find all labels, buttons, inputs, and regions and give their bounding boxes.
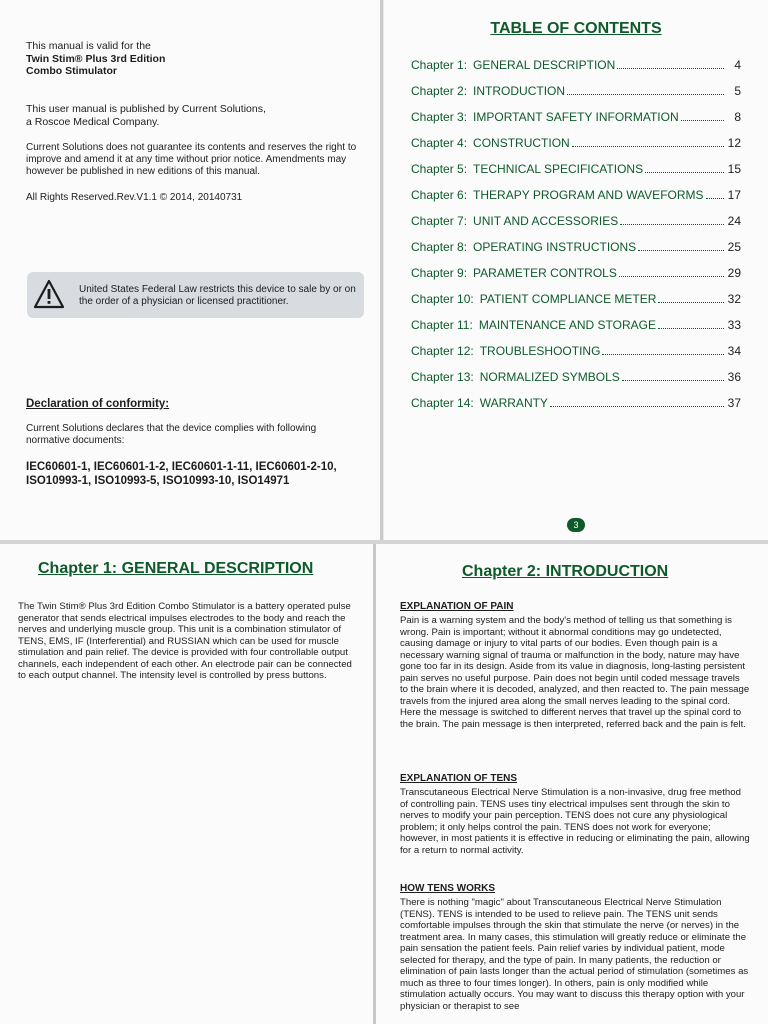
toc-leader-dots: [572, 146, 724, 147]
toc-chapter-number: Chapter 13:: [411, 370, 474, 384]
toc-entry: [411, 344, 741, 370]
toc-entry: [411, 188, 741, 214]
page-chapter-2: [376, 544, 768, 1024]
toc-chapter-number: Chapter 10:: [411, 292, 474, 306]
toc-title: TABLE OF CONTENTS: [490, 20, 662, 37]
toc-chapter-number: Chapter 4:: [411, 136, 468, 150]
toc-chapter-name: GENERAL DESCRIPTION: [473, 58, 616, 72]
manual-validity: [26, 40, 366, 78]
toc-chapter-name: TROUBLESHOOTING: [479, 344, 601, 358]
toc-chapter-number: Chapter 1:: [411, 58, 468, 72]
toc-leader-dots: [658, 328, 724, 329]
section-text: There is nothing "magic" about Transcutaneous Electrical Nerve Stimulation (TENS). TENS is intended to be used to relieve pain. The TENS unit sends comfortable impulses through the skin that stimulate the nerve (or nerves) in the treatment area. In many cases, this stimulation will greatly reduce or eliminate the pain sensation the patient feels. Pain relief varies by individual patient, mode selected for therapy, and the type of pain. In many patients, the reduction or elimination of pain lasts longer than the actual period of stimulation (sometimes as much as three to four times longer). In others, pain is only modified while stimulation actually occurs. You may want to discuss this therapy option with your physician or therapist to see: [400, 897, 749, 1012]
product-name-line2: Combo Stimulator: [26, 65, 117, 77]
toc-page-number: 12: [727, 136, 741, 150]
toc-entry: [411, 214, 741, 240]
disclaimer-text: Current Solutions does not guarantee its contents and reserves the right to improve and amend it at any time without prior notice. Amendments may however be published in new editions of this manual.: [26, 142, 357, 177]
declaration-heading: Declaration of conformity:: [26, 398, 170, 410]
toc-chapter-number: Chapter 8:: [411, 240, 468, 254]
toc-entry: [411, 318, 741, 344]
toc-list: [411, 58, 741, 422]
warning-triangle-icon: [33, 278, 65, 310]
section-heading: EXPLANATION OF PAIN: [400, 601, 514, 612]
toc-leader-dots: [638, 250, 724, 251]
toc-page-number: 4: [734, 58, 741, 72]
page-number-badge: 3: [567, 518, 585, 532]
valid-for-text: This manual is valid for the: [26, 40, 151, 52]
section-pain: [400, 601, 750, 730]
toc-leader-dots: [622, 380, 724, 381]
toc-chapter-number: Chapter 11:: [411, 318, 473, 332]
federal-law-warning: [27, 272, 364, 318]
toc-entry: [411, 266, 741, 292]
toc-page-number: 24: [727, 214, 741, 228]
toc-chapter-number: Chapter 2:: [411, 84, 468, 98]
toc-chapter-name: TECHNICAL SPECIFICATIONS: [473, 162, 644, 176]
toc-page-number: 33: [727, 318, 741, 332]
toc-entry: [411, 162, 741, 188]
toc-chapter-number: Chapter 3:: [411, 110, 468, 124]
toc-chapter-name: INTRODUCTION: [473, 84, 566, 98]
toc-page-number: 5: [734, 84, 741, 98]
toc-leader-dots: [550, 406, 724, 407]
toc-chapter-name: NORMALIZED SYMBOLS: [479, 370, 620, 384]
toc-chapter-name: UNIT AND ACCESSORIES: [473, 214, 619, 228]
publisher-line1: This user manual is published by Current Solutions,: [26, 103, 266, 115]
page-copyright: [0, 0, 382, 540]
page-table-of-contents: [384, 0, 768, 540]
chapter-2-title: Chapter 2: INTRODUCTION: [462, 563, 669, 580]
toc-page-number: 15: [727, 162, 741, 176]
chapter-1-body: The Twin Stim® Plus 3rd Edition Combo Stimulator is a battery operated pulse generator that sends electrical impulses electrodes to the body and reach the nerves and underlying muscle group. This unit is a combination stimulator of TENS, EMS, IF (Interferential) and RUSSIAN which can be used for muscle stimulation and pain relief. The device is provided with four controllable output channels, each independent of each other. An electrode pair can be connected to each output channel. The intensity level is controlled by press buttons.: [18, 601, 352, 681]
toc-leader-dots: [567, 94, 724, 95]
toc-chapter-number: Chapter 6:: [411, 188, 468, 202]
toc-chapter-number: Chapter 12:: [411, 344, 474, 358]
toc-chapter-number: Chapter 9:: [411, 266, 468, 280]
toc-entry: [411, 136, 741, 162]
toc-page-number: 25: [727, 240, 741, 254]
toc-chapter-number: Chapter 14:: [411, 396, 474, 410]
toc-leader-dots: [620, 224, 724, 225]
toc-entry: [411, 240, 741, 266]
toc-chapter-name: THERAPY PROGRAM AND WAVEFORMS: [473, 188, 704, 202]
toc-leader-dots: [681, 120, 724, 121]
toc-page-number: 32: [727, 292, 741, 306]
rights-text: All Rights Reserved.Rev.V1.1 © 2014, 20140731: [26, 192, 243, 203]
standards-list: IEC60601-1, IEC60601-1-2, IEC60601-1-11, IEC60601-2-10, ISO10993-1, ISO10993-5, ISO10993-10, ISO14971: [26, 461, 337, 487]
warning-text: United States Federal Law restricts this device to sale by or on the order of a physician or licensed practitioner.: [79, 284, 356, 307]
toc-leader-dots: [645, 172, 724, 173]
toc-chapter-number: Chapter 7:: [411, 214, 468, 228]
toc-leader-dots: [619, 276, 724, 277]
declaration-text: Current Solutions declares that the device complies with following normative documents:: [26, 423, 317, 446]
toc-entry: [411, 58, 741, 84]
section-tens: [400, 773, 750, 856]
toc-page-number: 37: [727, 396, 741, 410]
page-chapter-1: [0, 544, 374, 1024]
toc-leader-dots: [658, 302, 724, 303]
toc-entry: [411, 84, 741, 110]
toc-page-number: 36: [727, 370, 741, 384]
section-heading: EXPLANATION OF TENS: [400, 773, 518, 784]
section-text: Pain is a warning system and the body's method of telling us that something is wrong. Pain is important; without it abnormal conditions may go undetected, causing damage or injury to vital parts of our bodies. Even though pain is a necessary warning signal of trauma or malfunction in the body, nature may have gone too far in its design. Aside from its value in diagnosis, long-lasting persistent pain serves no useful purpose. Pain does not begin until coded message travels to the brain where it is decoded, analyzed, and then reacted to. The pain message travels from the injured area along the small nerves leading to the spinal cord. Here the message is switched to different nerves that travel up the spinal cord to the brain. The pain message is then interpreted, referred back and the pain is felt.: [400, 615, 750, 730]
toc-page-number: 29: [727, 266, 741, 280]
toc-chapter-name: PATIENT COMPLIANCE METER: [479, 292, 657, 306]
toc-entry: [411, 396, 741, 422]
toc-chapter-number: Chapter 5:: [411, 162, 468, 176]
toc-chapter-name: PARAMETER CONTROLS: [473, 266, 617, 280]
product-name-line1: Twin Stim® Plus 3rd Edition: [26, 52, 166, 65]
toc-leader-dots: [602, 354, 724, 355]
section-how-tens-works: [400, 883, 750, 1012]
toc-entry: [411, 292, 741, 318]
chapter-1-title: Chapter 1: GENERAL DESCRIPTION: [38, 560, 314, 577]
toc-page-number: 8: [734, 110, 741, 124]
section-text: Transcutaneous Electrical Nerve Stimulation is a non-invasive, drug free method of controlling pain. TENS uses tiny electrical impulses sent through the skin to nerves to modify your pain perception. TENS does not cure any physiological problem; it only helps control the pain. TENS does not work for everyone; however, in most patients it is effective in reducing or eliminating the pain, allowing for a return to normal activity.: [400, 787, 750, 856]
page-fold: [380, 0, 383, 540]
publisher-line2: a Roscoe Medical Company.: [26, 115, 160, 128]
toc-chapter-name: CONSTRUCTION: [473, 136, 570, 150]
toc-entry: [411, 370, 741, 396]
toc-chapter-name: MAINTENANCE AND STORAGE: [478, 318, 656, 332]
publisher-info: [26, 103, 366, 128]
toc-chapter-name: OPERATING INSTRUCTIONS: [473, 240, 637, 254]
toc-page-number: 17: [727, 188, 741, 202]
toc-chapter-name: IMPORTANT SAFETY INFORMATION: [473, 110, 679, 124]
toc-page-number: 34: [727, 344, 741, 358]
toc-leader-dots: [617, 68, 724, 69]
toc-chapter-name: WARRANTY: [479, 396, 548, 410]
section-heading: HOW TENS WORKS: [400, 883, 495, 894]
toc-entry: [411, 110, 741, 136]
toc-leader-dots: [706, 198, 724, 199]
